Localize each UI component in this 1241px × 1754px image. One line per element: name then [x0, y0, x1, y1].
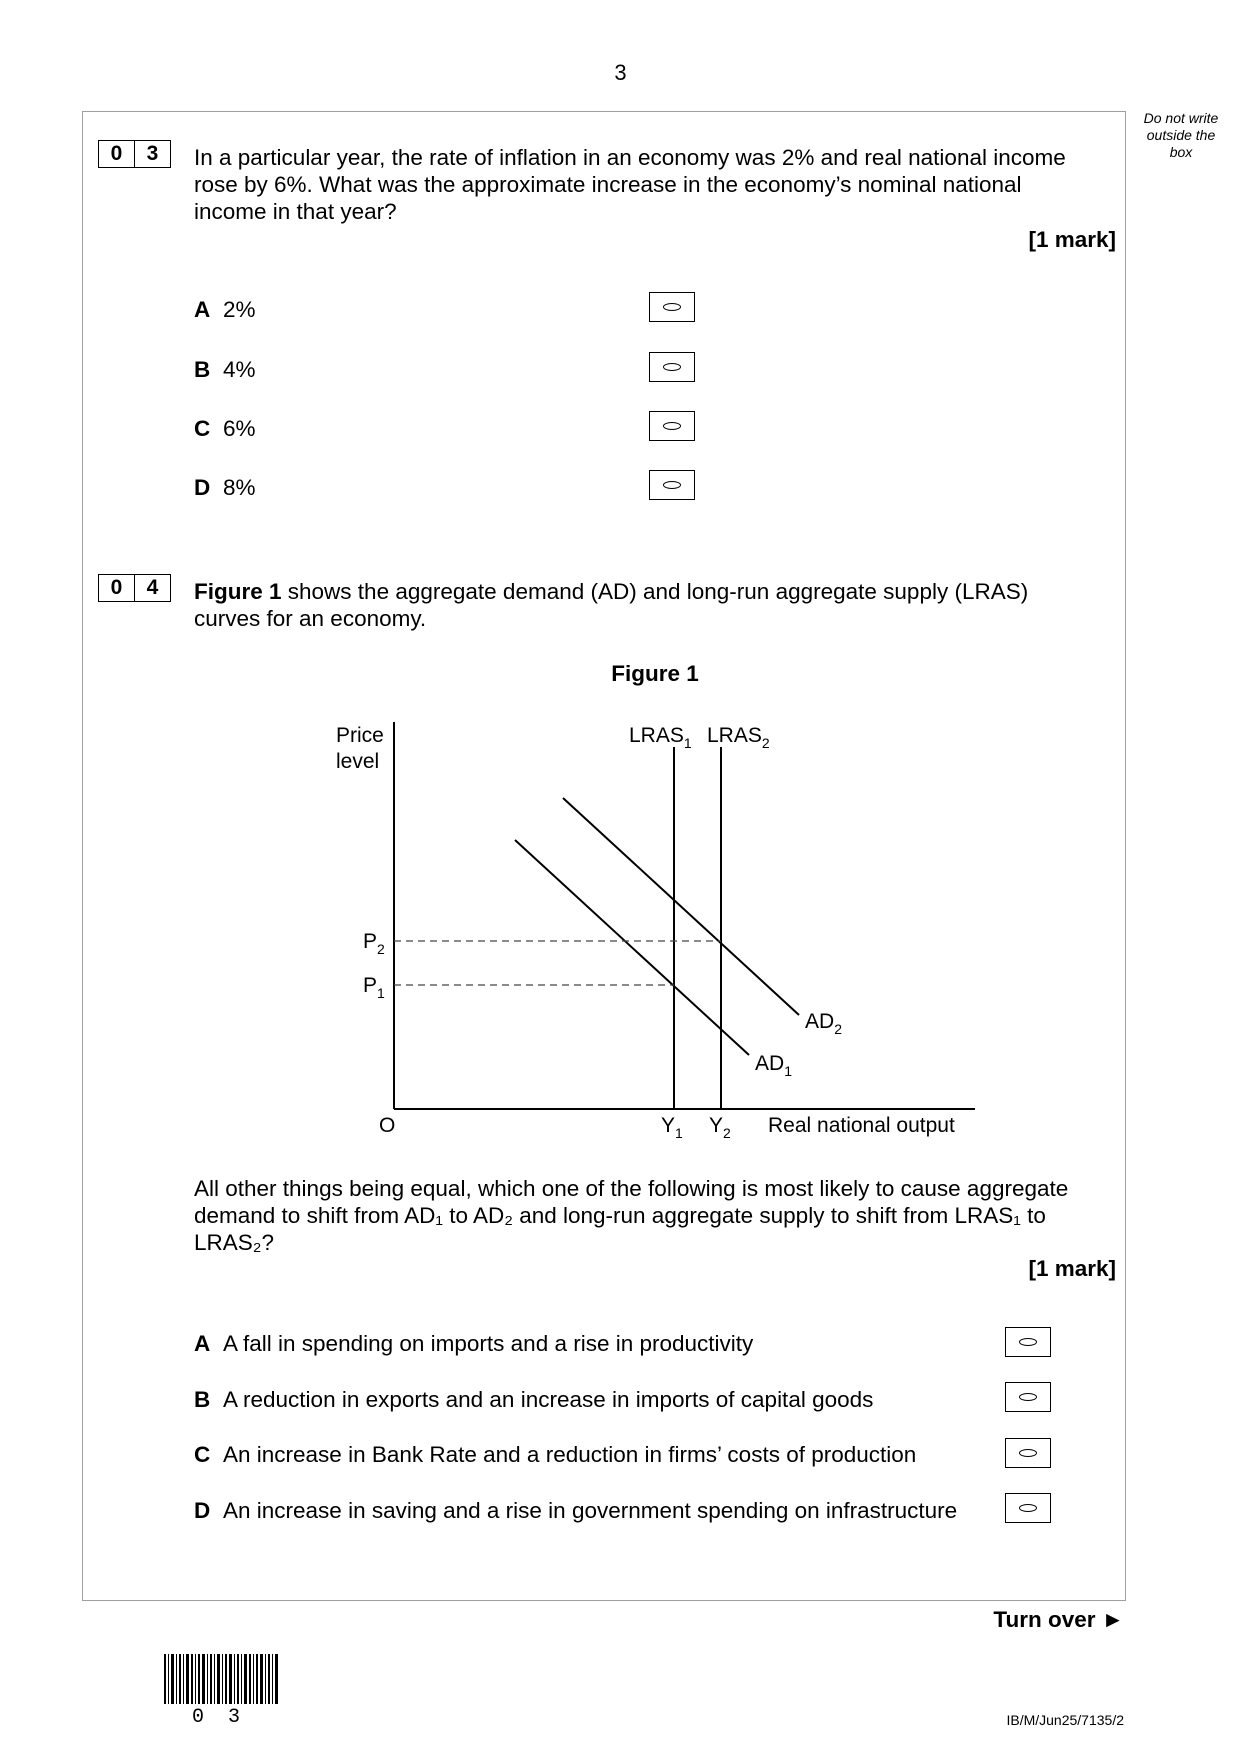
ad1-label: $AD_1$	[755, 1052, 792, 1079]
option-text: A reduction in exports and an increase in imports of capital goods	[223, 1387, 874, 1412]
option-letter: A	[194, 297, 211, 322]
question-number-digit: 3	[134, 141, 170, 167]
barcode-icon	[164, 1654, 282, 1704]
answer-frame	[82, 111, 1126, 1601]
x-axis-label: Real national output	[768, 1114, 955, 1137]
q4-option-b-lozenge[interactable]	[1005, 1382, 1051, 1412]
option-text: An increase in saving and a rise in government spending on infrastructure	[223, 1498, 958, 1523]
option-text: A fall in spending on imports and a rise in productivity	[223, 1331, 754, 1356]
lozenge-icon	[663, 303, 681, 311]
p2-label: $P_2$	[363, 930, 385, 957]
y1-label: $Y_1$	[661, 1114, 683, 1141]
margin-note: Do not write outside the box	[1143, 110, 1219, 160]
turn-over-label: Turn over ►	[993, 1607, 1124, 1632]
ad2-label: $AD_2$	[805, 1010, 842, 1037]
q4-option-d	[194, 1497, 957, 1524]
question-03-marks: [1 mark]	[1028, 227, 1116, 252]
q4-option-c-lozenge[interactable]	[1005, 1438, 1051, 1468]
question-number-03	[98, 140, 171, 168]
option-letter: D	[194, 475, 211, 500]
figure-title: Figure 1	[611, 661, 699, 686]
option-text: 4%	[223, 357, 256, 382]
lozenge-icon	[1019, 1393, 1037, 1401]
y-axis-label: level	[336, 750, 380, 773]
q3-option-c	[194, 415, 256, 442]
question-04-text: All other things being equal, which one of the following is most likely to cause aggregate demand to shift from AD₁ to AD₂ and long-run aggregate supply to shift from LRAS₁ to LRAS₂?	[194, 1176, 1069, 1255]
lozenge-icon	[1019, 1449, 1037, 1457]
q3-option-d-lozenge[interactable]	[649, 470, 695, 500]
option-text: 2%	[223, 297, 256, 322]
lozenge-icon	[663, 422, 681, 430]
q4-option-c	[194, 1441, 916, 1468]
option-text: An increase in Bank Rate and a reduction in firms’ costs of production	[223, 1442, 917, 1467]
q3-option-a-lozenge[interactable]	[649, 292, 695, 322]
q3-option-b-lozenge[interactable]	[649, 352, 695, 382]
p1-label: $P_1$	[363, 974, 385, 1001]
q4-option-a	[194, 1330, 753, 1357]
question-03-text: In a particular year, the rate of inflation in an economy was 2% and real national income rose by 6%. What was the approximate increase in the economy’s nominal national income in that year?	[194, 145, 1066, 224]
q4-option-b	[194, 1386, 873, 1413]
barcode-number: 0 3	[192, 1706, 247, 1729]
question-number-digit: 4	[134, 575, 170, 601]
page-number: 3	[614, 60, 627, 85]
option-letter: A	[194, 1331, 211, 1356]
y2-label: $Y_2$	[709, 1114, 731, 1141]
lozenge-icon	[1019, 1504, 1037, 1512]
lozenge-icon	[663, 363, 681, 371]
option-text: 8%	[223, 475, 256, 500]
question-number-04	[98, 574, 171, 602]
q4-option-a-lozenge[interactable]	[1005, 1327, 1051, 1357]
footer-code: IB/M/Jun25/7135/2	[1006, 1712, 1124, 1728]
q3-option-a	[194, 296, 256, 323]
question-number-digit: 0	[110, 142, 123, 165]
origin-label: O	[379, 1114, 396, 1137]
q3-option-b	[194, 356, 256, 383]
q3-option-d	[194, 474, 256, 501]
option-letter: C	[194, 416, 211, 441]
option-letter: D	[194, 1498, 211, 1523]
question-04-marks: [1 mark]	[1028, 1256, 1116, 1281]
option-letter: B	[194, 357, 211, 382]
y-axis-label: Price	[336, 724, 384, 747]
q4-option-d-lozenge[interactable]	[1005, 1493, 1051, 1523]
option-letter: B	[194, 1387, 211, 1412]
lozenge-icon	[663, 481, 681, 489]
lras2-label: $LRAS_2$	[707, 724, 770, 751]
lras1-label: $LRAS_1$	[629, 724, 692, 751]
question-04-intro-text: shows the aggregate demand (AD) and long-run aggregate supply (LRAS) curves for an economy.	[194, 579, 1029, 631]
figure-reference: Figure 1	[194, 579, 282, 604]
option-letter: C	[194, 1442, 211, 1467]
lozenge-icon	[1019, 1338, 1037, 1346]
q3-option-c-lozenge[interactable]	[649, 411, 695, 441]
option-text: 6%	[223, 416, 256, 441]
question-04-intro	[194, 578, 1074, 632]
question-number-digit: 0	[110, 576, 123, 599]
